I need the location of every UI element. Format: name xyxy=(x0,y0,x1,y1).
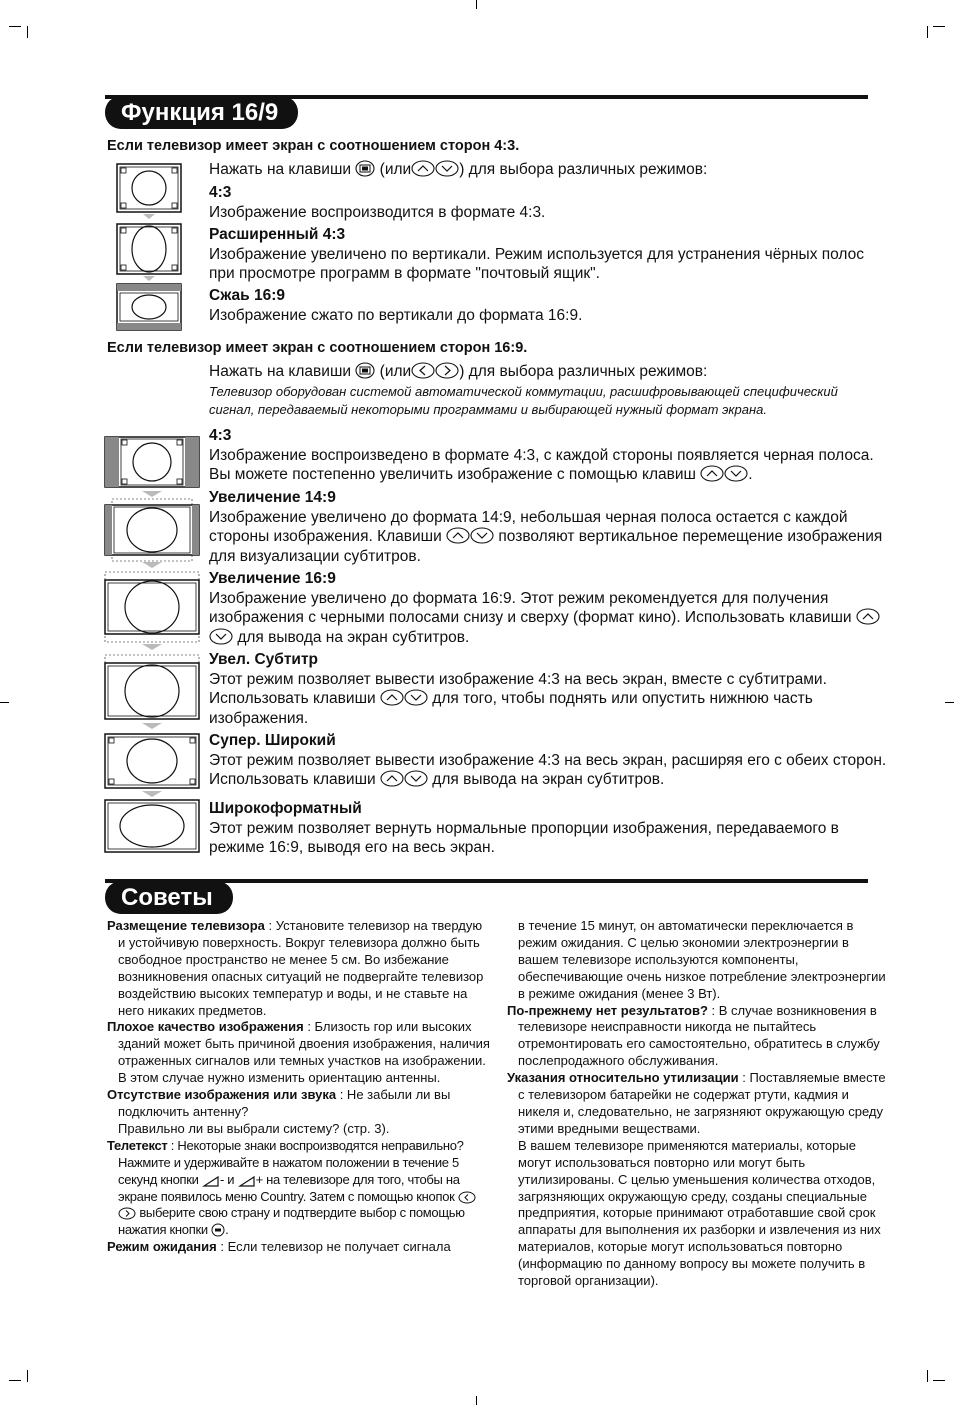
screen-169-zoom149-icon xyxy=(104,498,200,570)
tip-term: Размещение телевизора xyxy=(107,918,265,933)
tip-item xyxy=(107,1019,491,1087)
mode-desc: Изображение сжато по вертикали до формата 16:9. xyxy=(209,306,583,324)
mode-desc: Этот режим позволяет вывести изображение 4:3 на весь экран, вместе с субтитрами. Использовать клавиши xyxy=(209,670,827,707)
down-arrow-key-icon xyxy=(209,628,233,645)
mode-name: Супер. Широкий xyxy=(209,732,336,749)
volume-key-icon xyxy=(202,1175,220,1187)
tip-text: в течение 15 минут, он автоматически переключается в режим ожидания. С целью экономии электроэнергии в вашем телевизоре используются компоненты, обеспечивающие очень низкое потребление электроэнергии в режиме ожидания (менее 3 Вт). xyxy=(518,918,886,1001)
tip-item xyxy=(507,918,891,1003)
tip-item xyxy=(107,918,491,1019)
up-arrow-key-icon xyxy=(380,689,404,706)
mode-desc-end: . xyxy=(748,466,753,483)
mode-name: 4:3 xyxy=(209,427,232,444)
format-key-icon xyxy=(355,362,375,379)
down-arrow-key-icon xyxy=(404,689,428,706)
tip-extra: Правильно ли вы выбрали систему? (стр. 3). xyxy=(118,1120,390,1136)
mode-entry xyxy=(209,426,889,485)
tip-item xyxy=(507,1070,891,1290)
down-arrow-key-icon xyxy=(724,465,748,482)
screen-43-compress-icon xyxy=(116,283,182,333)
crop-mark xyxy=(476,1396,477,1405)
menu-key-icon xyxy=(211,1223,225,1237)
tip-term: Режим ожидания xyxy=(107,1239,217,1255)
mode-entry xyxy=(209,650,889,728)
tip-item xyxy=(107,1239,491,1256)
mode-desc: Изображение увеличено до формата 14:9, небольшая черная полоса остается с каждой стороны изображения. Клавиши xyxy=(209,508,848,545)
mode-desc-end: для вывода на экран субтитров. xyxy=(432,771,665,788)
instruction-post: ) для выбора различных режимов: xyxy=(459,363,708,380)
crop-mark xyxy=(476,0,477,9)
screen-169-subtitle-icon xyxy=(104,654,200,732)
mode-entry xyxy=(209,799,889,858)
mode-name: Увел. Субтитр xyxy=(209,651,319,668)
up-arrow-key-icon xyxy=(411,160,435,177)
tip-text: : Установите телевизор на твердую и устойчивую поверхность. Вокруг телевизора должно быть свободное пространство не менее 5 см. Во избежание возникновения опасных ситуаций не подвергайте телевизор воздействию высоких температур и воды, и не ставьте на него никаких предметов. xyxy=(118,918,484,1018)
tip-text: . xyxy=(225,1222,229,1238)
crop-mark xyxy=(9,26,21,27)
mode-desc: Изображение увеличено до формата 16:9. Этот режим рекомендуется для получения изображения с черными полосами снизу и сверху (формат кино). Использовать клавиши xyxy=(209,589,852,626)
up-arrow-key-icon xyxy=(446,527,470,544)
tip-text: - и xyxy=(219,1171,235,1187)
instruction-text xyxy=(209,160,889,180)
mode-entry xyxy=(209,225,889,284)
subsection-heading: Если телевизор имеет экран с соотношением сторон 16:9. xyxy=(107,340,528,356)
mode-desc-end: позволяют вертикальное перемещение изображения для визуализации субтитров. xyxy=(209,528,883,565)
tip-text: : Поставляемые вместе с телевизором батарейки не содержат ртути, кадмия и никеля и, следовательно, не загрязняют окружающую среду этими вредными веществами. xyxy=(518,1070,886,1136)
screen-43-normal-icon xyxy=(116,163,182,223)
tip-text: + на телевизоре для того, чтобы на экране появилось меню Country. Затем с помощью кнопок xyxy=(118,1171,460,1204)
mode-desc-end: для того, чтобы поднять или опустить нижнюю часть изображения. xyxy=(209,690,813,727)
mode-desc: Этот режим позволяет вывести изображение 4:3 на весь экран, расширяя его с обеих сторон. Использовать клавиши xyxy=(209,751,887,788)
crop-mark xyxy=(927,26,928,38)
mode-entry xyxy=(209,569,889,647)
tip-item xyxy=(507,1003,891,1071)
tips-left-column xyxy=(107,918,491,1256)
tip-item xyxy=(107,1138,491,1239)
volume-key-icon xyxy=(238,1175,256,1187)
crop-mark xyxy=(945,702,954,703)
down-arrow-key-icon xyxy=(435,160,459,177)
up-arrow-key-icon xyxy=(700,465,724,482)
instruction-text xyxy=(209,362,889,382)
instruction-pre: Нажать на клавиши xyxy=(209,363,352,380)
mode-desc: Этот режим позволяет вернуть нормальные пропорции изображения, передаваемого в режиме 16:9, выводя его на весь экран. xyxy=(209,819,839,856)
crop-mark xyxy=(9,1380,21,1381)
up-arrow-key-icon xyxy=(380,770,404,787)
tip-text: : Некоторые знаки воспроизводятся неправильно? Нажмите и удерживайте в нажатом положении в течение 5 секунд кнопки xyxy=(118,1137,464,1187)
mode-entry xyxy=(209,731,889,790)
left-arrow-key-icon xyxy=(411,362,435,379)
tip-text: : В случае возникновения в телевизоре неисправности никогда не пытайтесь отремонтировать его самостоятельно, обратитесь в службу послепродажного обслуживания. xyxy=(518,1002,880,1069)
mode-desc: Изображение воспроизведено в формате 4:3, с каждой стороны появляется черная полоса. Вы можете постепенно увеличить изображение с помощью клавиш xyxy=(209,446,874,483)
tip-term: Отсутствие изображения или звука xyxy=(107,1087,337,1103)
mode-desc: Изображение воспроизводится в формате 4:3. xyxy=(209,203,546,221)
screen-169-43-icon xyxy=(104,436,200,500)
mode-entry xyxy=(209,183,889,222)
mode-name: Увеличение 14:9 xyxy=(209,489,336,506)
right-arrow-key-icon xyxy=(435,362,459,379)
instruction-mid: (или xyxy=(379,363,412,380)
crop-mark xyxy=(27,1370,28,1382)
down-arrow-key-icon xyxy=(404,770,428,787)
mode-desc: Изображение увеличено по вертикали. Режим используется для устранения чёрных полос при просмотре программ в формате "почтовый ящик". xyxy=(209,245,865,282)
up-arrow-key-icon xyxy=(856,608,880,625)
instruction-pre: Нажать на клавиши xyxy=(209,161,352,178)
mode-entry xyxy=(209,488,889,566)
subsection-heading: Если телевизор имеет экран с соотношением сторон 4:3. xyxy=(107,138,520,154)
auto-switch-note: Телевизор оборудован системой автоматической коммутации, расшифровывающей специфический сигнал, передаваемый некоторыми программами и выбирающей нужный формат экрана. xyxy=(209,384,838,417)
screen-169-superwide-icon xyxy=(104,733,200,799)
left-arrow-key-icon xyxy=(458,1191,476,1204)
tip-term: Плохое качество изображения xyxy=(107,1019,304,1035)
screen-169-widescreen-icon xyxy=(104,799,200,853)
crop-mark xyxy=(927,1370,928,1382)
tip-extra: В вашем телевизоре применяются материалы, которые могут использоваться повторно или могут быть утилизированы. С целью уменьшения количества отходов, загрязняющих окружающую среду, созданы специальные предприятия, которые принимают отработавшие свой срок аппараты для выполнения их разборки и извлечения из них материалов, которые могут использоваться повторно (информацию по данному вопросу вы можете получить в торговой организации). xyxy=(518,1137,881,1289)
section-title: Советы xyxy=(105,881,233,914)
tip-term: По-прежнему нет результатов? xyxy=(507,1002,708,1018)
mode-name: Широкоформатный xyxy=(209,800,362,817)
right-arrow-key-icon xyxy=(118,1207,136,1220)
tip-text: выберите свою страну и подтвердите выбор с помощью нажатия кнопки xyxy=(118,1205,465,1238)
crop-mark xyxy=(933,1380,945,1381)
crop-mark xyxy=(27,26,28,38)
mode-desc-end: для вывода на экран субтитров. xyxy=(237,628,470,646)
instruction-post: ) для выбора различных режимов: xyxy=(459,161,708,178)
tip-term: Телетекст xyxy=(107,1137,168,1153)
crop-mark xyxy=(933,26,945,27)
tips-right-column xyxy=(507,918,891,1290)
mode-name: 4:3 xyxy=(209,184,232,201)
format-key-icon xyxy=(355,160,375,177)
tip-item xyxy=(107,1087,491,1138)
crop-mark xyxy=(0,702,9,703)
tip-text: : Близость гор или высоких зданий может быть причиной двоения изображения, наличия отраженных сигналов или темных участков на изображении. В этом случае нужно изменить ориентацию антенны. xyxy=(118,1019,490,1086)
screen-43-expand-icon xyxy=(116,223,182,283)
tip-text: : Не забыли ли вы подключить антенну? xyxy=(118,1087,451,1119)
instruction-mid: (или xyxy=(379,161,412,178)
mode-name: Увеличение 16:9 xyxy=(209,570,336,587)
screen-169-zoom169-icon xyxy=(104,571,200,653)
down-arrow-key-icon xyxy=(470,527,494,544)
section-title: Функция 16/9 xyxy=(105,96,298,129)
mode-name: Расширенный 4:3 xyxy=(209,226,346,243)
tip-text: : Если телевизор не получает сигнала xyxy=(216,1239,451,1255)
mode-name: Сжаь 16:9 xyxy=(209,287,286,304)
mode-entry xyxy=(209,286,889,325)
tip-term: Указания относительно утилизации xyxy=(507,1070,739,1086)
